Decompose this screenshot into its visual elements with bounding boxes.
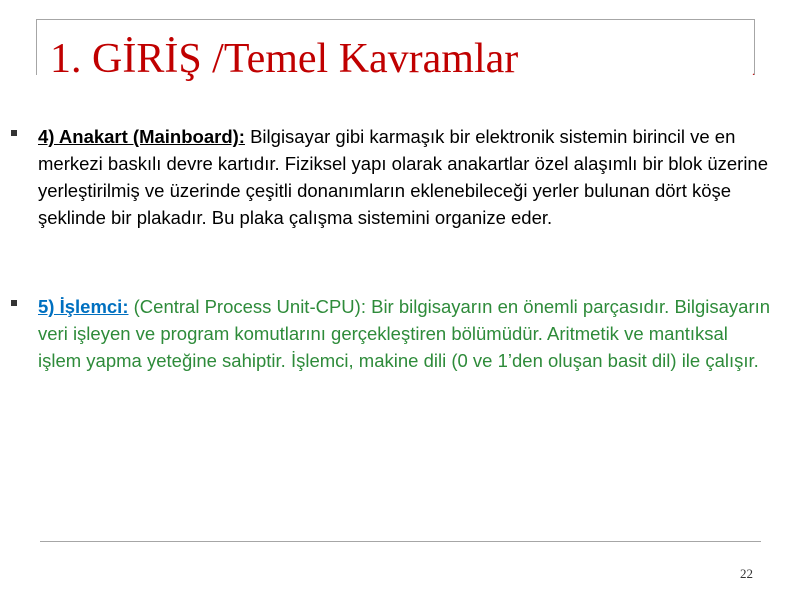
square-bullet-icon <box>11 300 17 306</box>
title-frame-left-border <box>36 19 37 75</box>
bullet-heading-anakart: 4) Anakart (Mainboard): <box>38 126 245 147</box>
slide-title: 1. GİRİŞ /Temel Kavramlar <box>50 36 519 82</box>
bullet-text-anakart: Bilgisayar gibi karmaşık bir elektronik sistemin birincil ve en merkezi baskılı devre kartıdır. Fiziksel yapı olarak anakartlar özel alaşımlı bir blok üzerine yerleştirilmiş ve üzerinde çeşitli donanımların eklenebileceği yerler bulunan dört köşe şeklinde bir plakadır. Bu plaka çalışma sistemini organize eder. <box>38 126 769 228</box>
bullet-text-islemci: (Central Process Unit-CPU): Bir bilgisayarın en önemli parçasıdır. Bilgisayarın veri işleyen ve program komutlarını gerçekleştiren bölümüdür. Aritmetik ve mantıksal işlem yapma yeteğine sahiptir. İşlemci, makine dili (0 ve 1’den oluşan basit dil) ile çalışır. <box>38 296 771 371</box>
square-bullet-icon <box>11 130 17 136</box>
bullet-heading-islemci: 5) İşlemci: <box>38 296 129 317</box>
title-trailing-mark: . <box>752 64 755 78</box>
bullet-paragraph-islemci <box>38 293 773 374</box>
bullet-paragraph-anakart <box>38 123 773 231</box>
footer-divider <box>40 541 761 542</box>
page-number: 22 <box>740 566 753 581</box>
title-frame-top-border <box>36 19 755 20</box>
